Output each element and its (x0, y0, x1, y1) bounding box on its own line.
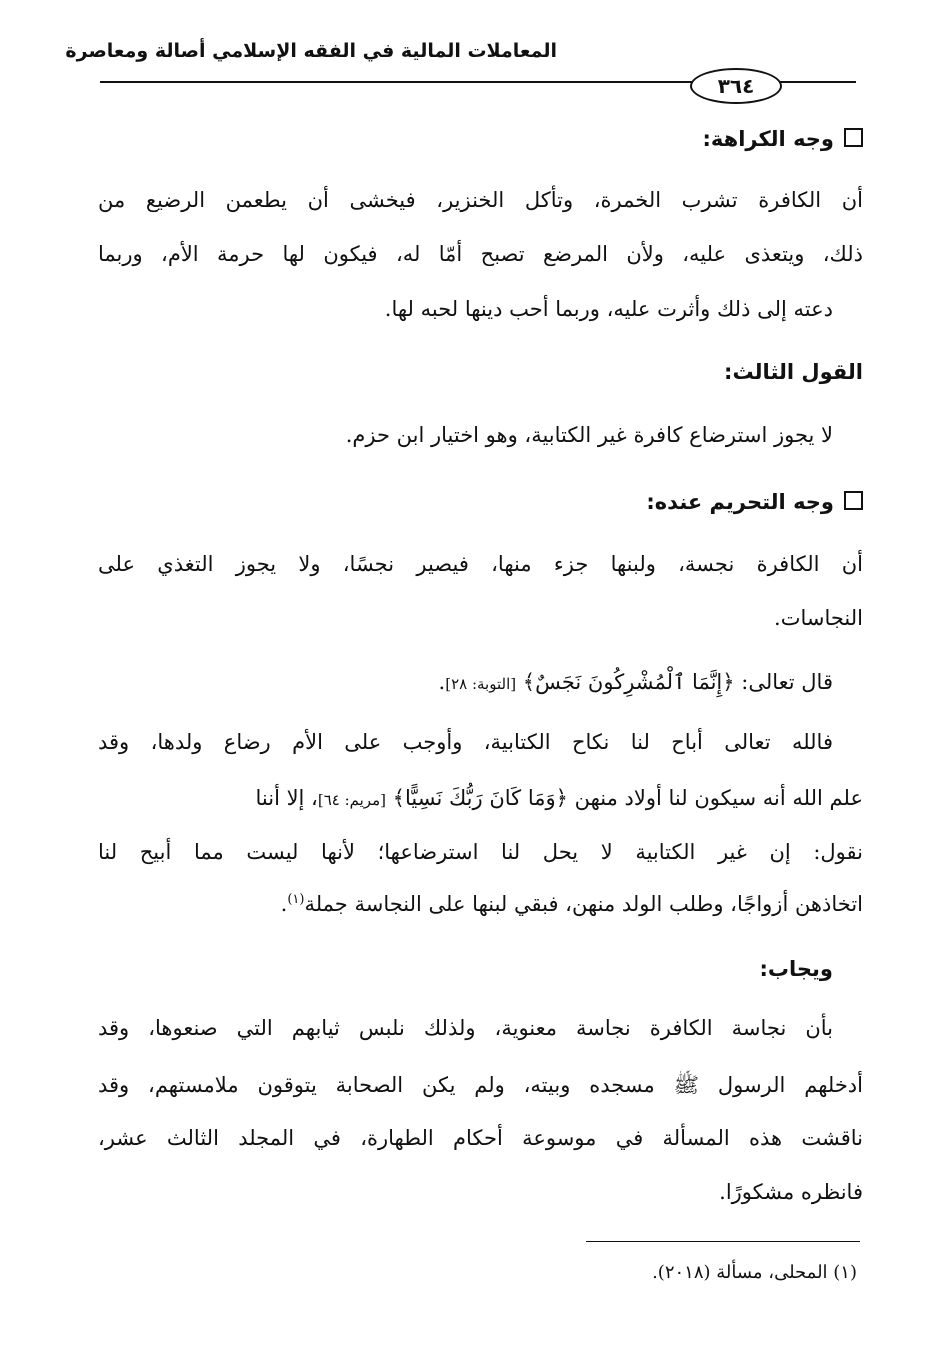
page-number-badge: ٣٦٤ (690, 68, 782, 104)
paragraph-line: نقول: إن غير الكتابية لا يحل لنا استرضاعها؛ لأنها ليست مما أبيح لنا (98, 840, 863, 864)
punctuation: . (438, 670, 446, 694)
verse-reference: [التوبة: ٢٨] (445, 675, 517, 693)
paragraph-line: فالله تعالى أباح لنا نكاح الكتابية، وأوجب على الأم رضاع ولدها، وقد (98, 730, 833, 754)
quran-verse: ﴿وَمَا كَانَ رَبُّكَ نَسِيًّا﴾ (392, 786, 568, 810)
footnote-separator (586, 1241, 860, 1242)
paragraph-line: أن الكافرة نجسة، ولبنها جزء منها، فيصير نجسًا، ولا يجوز التغذي على (98, 552, 863, 576)
paragraph-line (98, 892, 863, 916)
quran-verse: ﴿إِنَّمَا ٱلْمُشْرِكُونَ نَجَسٌ﴾ (522, 670, 735, 694)
paragraph-line-with-verse (98, 786, 863, 810)
checkbox-square-icon (844, 128, 863, 147)
paragraph-line: أدخلهم الرسول ﷺ مسجده وبيته، ولم يكن الصحابة يتوقون ملامستهم، وقد (98, 1073, 863, 1097)
text-run: علم الله أنه سيكون لنا أولاد منهن (574, 786, 863, 810)
paragraph-line: فانظره مشكورًا. (719, 1180, 863, 1204)
checkbox-square-icon (844, 491, 863, 510)
running-header-title: المعاملات المالية في الفقه الإسلامي أصالة ومعاصرة (65, 40, 557, 62)
verse-intro: قال تعالى: (741, 670, 833, 694)
paragraph-line: دعته إلى ذلك وأثرت عليه، وربما أحب دينها لحبه لها. (384, 297, 833, 321)
quran-verse-line (68, 670, 833, 694)
section-heading-third-opinion: القول الثالث: (724, 360, 863, 384)
section-heading-response: ويجاب: (759, 957, 833, 981)
text-run: اتخاذهن أزواجًا، وطلب الولد منهن، فبقي لبنها على النجاسة جملة (304, 892, 863, 916)
paragraph-line: بأن نجاسة الكافرة نجاسة معنوية، ولذلك نلبس ثيابهم التي صنعوها، وقد (98, 1016, 833, 1040)
paragraph-line: ناقشت هذه المسألة في موسوعة أحكام الطهارة، في المجلد الثالث عشر، (98, 1126, 864, 1150)
footnote: (١) المحلى، مسألة (٢٠١٨). (652, 1262, 857, 1283)
punctuation: . (280, 892, 288, 916)
paragraph-line: لا يجوز استرضاع كافرة غير الكتابية، وهو اختيار ابن حزم. (345, 423, 833, 447)
text-run: ، إلا أننا (255, 786, 318, 810)
paragraph-line: ذلك، ويتعذى عليه، ولأن المرضع تصبح أمّا له، فيكون لها حرمة الأم، وربما (98, 242, 863, 266)
verse-reference: [مريم: ٦٤] (317, 791, 386, 809)
footnote-marker: (١) (287, 892, 305, 907)
paragraph-line: أن الكافرة تشرب الخمرة، وتأكل الخنزير، فيخشى أن يطعمن الرضيع من (98, 188, 863, 212)
paragraph-line: النجاسات. (774, 606, 863, 630)
section-heading-prohibition: وجه التحريم عنده: (98, 490, 863, 514)
section-heading-makruh: وجه الكراهة: (98, 127, 863, 151)
